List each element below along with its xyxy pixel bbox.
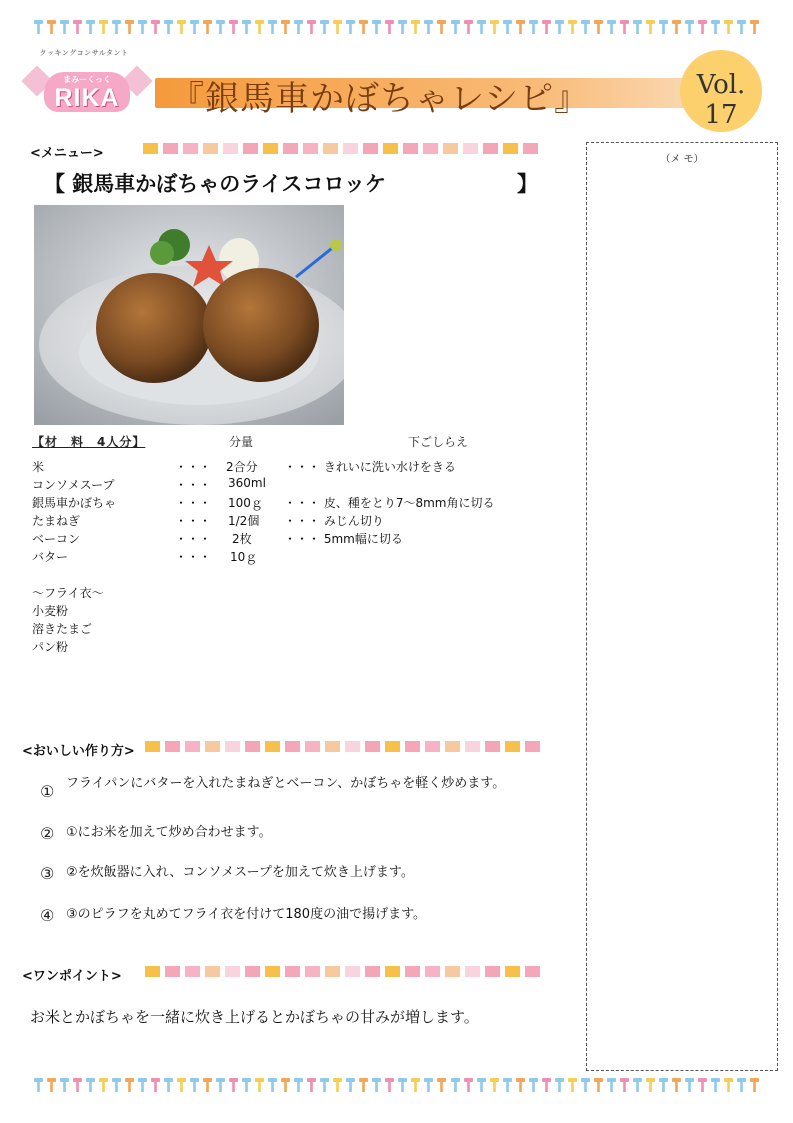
coating-header: ～フライ衣～ xyxy=(32,586,104,600)
decor-square xyxy=(485,966,500,977)
fork-icon xyxy=(151,20,160,36)
decor-square xyxy=(183,143,198,154)
decor-square xyxy=(245,741,260,752)
decor-square xyxy=(243,143,258,154)
decor-square xyxy=(325,741,340,752)
fork-icon xyxy=(490,20,499,36)
decor-square xyxy=(343,143,358,154)
coating-item: 小麦粉 xyxy=(32,604,69,618)
point-header: <ワンポイント> xyxy=(22,969,122,984)
decor-square xyxy=(145,966,160,977)
decor-square xyxy=(363,143,378,154)
decor-square xyxy=(205,741,220,752)
fork-icon xyxy=(307,20,316,36)
ingredient-name: コンソメスープ xyxy=(32,478,115,492)
fork-icon xyxy=(477,20,486,36)
fork-icon xyxy=(255,1078,264,1094)
ingredient-prep: ・・・ 5mm幅に切る xyxy=(284,532,403,546)
ingredient-qty: 2枚 xyxy=(232,532,252,546)
fork-icon xyxy=(555,1078,564,1094)
fork-icon xyxy=(646,20,655,36)
decor-square xyxy=(505,741,520,752)
fork-icon xyxy=(138,20,147,36)
decor-square xyxy=(225,741,240,752)
ingredient-name: 米 xyxy=(32,460,45,474)
decor-square xyxy=(225,966,240,977)
decor-square xyxy=(145,741,160,752)
ingredient-name: バター xyxy=(32,550,69,564)
decor-square xyxy=(423,143,438,154)
fork-icon xyxy=(190,1078,199,1094)
decor-square xyxy=(465,741,480,752)
fork-icon xyxy=(229,1078,238,1094)
fork-icon xyxy=(685,1078,694,1094)
fork-icon xyxy=(750,20,759,36)
top-fork-border xyxy=(34,20,759,36)
ingredient-qty: 10ｇ xyxy=(230,550,258,564)
fork-icon xyxy=(307,1078,316,1094)
fork-icon xyxy=(86,20,95,36)
ingredient-dots: ・・・ xyxy=(175,478,212,492)
fork-icon xyxy=(112,20,121,36)
fork-icon xyxy=(607,20,616,36)
fork-icon xyxy=(125,20,134,36)
fork-icon xyxy=(737,20,746,36)
decor-square xyxy=(245,966,260,977)
fork-icon xyxy=(177,20,186,36)
step-number: ① xyxy=(40,782,55,801)
logo-brand: RIKA xyxy=(54,84,120,112)
decor-square xyxy=(345,741,360,752)
fork-icon xyxy=(216,1078,225,1094)
decor-square xyxy=(205,966,220,977)
fork-icon xyxy=(516,20,525,36)
fork-icon xyxy=(424,1078,433,1094)
logo-mid-text: まみーくっく xyxy=(63,75,111,84)
decor-square xyxy=(483,143,498,154)
coating-item: 溶きたまご xyxy=(32,622,93,636)
fork-icon xyxy=(594,20,603,36)
fork-icon xyxy=(346,20,355,36)
decor-square xyxy=(523,143,538,154)
fork-icon xyxy=(320,20,329,36)
fork-icon xyxy=(398,1078,407,1094)
decor-square xyxy=(285,966,300,977)
ingredient-name: ベーコン xyxy=(32,532,81,546)
ingredient-dots: ・・・ xyxy=(175,460,212,474)
ingredient-prep: ・・・ きれいに洗い水けをきる xyxy=(284,460,456,474)
fork-icon xyxy=(203,20,212,36)
decor-square xyxy=(505,966,520,977)
ingredient-prep: ・・・ みじん切り xyxy=(284,514,384,528)
decor-square xyxy=(383,143,398,154)
fork-icon xyxy=(294,1078,303,1094)
decor-square xyxy=(143,143,158,154)
fork-icon xyxy=(737,1078,746,1094)
fork-icon xyxy=(711,20,720,36)
quantity-header: 分量 xyxy=(229,435,254,449)
fork-icon xyxy=(60,20,69,36)
ingredient-prep: ・・・ 皮、種をとり7～8mm角に切る xyxy=(284,496,495,510)
ingredient-name: たまねぎ xyxy=(32,514,81,528)
ingredient-dots: ・・・ xyxy=(175,496,212,510)
method-square-row xyxy=(145,741,540,752)
fork-icon xyxy=(750,1078,759,1094)
coating-item: パン粉 xyxy=(32,640,69,654)
fork-icon xyxy=(711,1078,720,1094)
decor-square xyxy=(503,143,518,154)
fork-icon xyxy=(333,20,342,36)
fork-icon xyxy=(542,20,551,36)
fork-icon xyxy=(268,1078,277,1094)
fork-icon xyxy=(60,1078,69,1094)
step-number: ② xyxy=(40,824,55,843)
fork-icon xyxy=(568,20,577,36)
decor-square xyxy=(203,143,218,154)
fork-icon xyxy=(581,1078,590,1094)
decor-square xyxy=(465,966,480,977)
fork-icon xyxy=(646,1078,655,1094)
fork-icon xyxy=(73,1078,82,1094)
fork-icon xyxy=(437,1078,446,1094)
ingredient-dots: ・・・ xyxy=(175,550,212,564)
decor-square xyxy=(385,741,400,752)
fork-icon xyxy=(47,1078,56,1094)
fork-icon xyxy=(516,1078,525,1094)
fork-icon xyxy=(464,1078,473,1094)
fork-icon xyxy=(594,1078,603,1094)
fork-icon xyxy=(216,20,225,36)
fork-icon xyxy=(281,20,290,36)
fork-icon xyxy=(190,20,199,36)
fork-icon xyxy=(724,1078,733,1094)
fork-icon xyxy=(359,1078,368,1094)
fork-icon xyxy=(34,1078,43,1094)
decor-square xyxy=(445,741,460,752)
memo-box[interactable] xyxy=(586,142,778,1071)
fork-icon xyxy=(359,20,368,36)
fork-icon xyxy=(620,20,629,36)
fork-icon xyxy=(242,20,251,36)
fork-icon xyxy=(281,1078,290,1094)
fork-icon xyxy=(125,1078,134,1094)
fork-icon xyxy=(99,1078,108,1094)
fork-icon xyxy=(229,20,238,36)
decor-square xyxy=(263,143,278,154)
fork-icon xyxy=(411,20,420,36)
bottom-fork-border xyxy=(34,1078,759,1094)
fork-icon xyxy=(607,1078,616,1094)
fork-icon xyxy=(86,1078,95,1094)
croquette-photo xyxy=(34,205,344,425)
decor-square xyxy=(425,741,440,752)
ingredient-qty: 2合分 xyxy=(226,460,258,474)
dish-title-close: 】 xyxy=(517,172,538,196)
decor-square xyxy=(165,966,180,977)
fork-icon xyxy=(294,20,303,36)
decor-square xyxy=(485,741,500,752)
fork-icon xyxy=(437,20,446,36)
decor-square xyxy=(463,143,478,154)
memo-label: （メ モ） xyxy=(660,154,704,165)
decor-square xyxy=(305,966,320,977)
fork-icon xyxy=(164,20,173,36)
step-text: ①にお米を加えて炒め合わせます。 xyxy=(66,825,272,840)
volume-label: Vol. 17 xyxy=(696,70,746,130)
fork-icon xyxy=(138,1078,147,1094)
fork-icon xyxy=(411,1078,420,1094)
fork-icon xyxy=(529,1078,538,1094)
fork-icon xyxy=(724,20,733,36)
fork-icon xyxy=(529,20,538,36)
prep-header: 下ごしらえ xyxy=(408,435,469,449)
fork-icon xyxy=(555,20,564,36)
step-text: ③のピラフを丸めてフライ衣を付けて180度の油で揚げます。 xyxy=(66,907,427,922)
decor-square xyxy=(443,143,458,154)
decor-square xyxy=(405,966,420,977)
point-square-row xyxy=(145,966,540,977)
fork-icon xyxy=(164,1078,173,1094)
step-text: フライパンにバターを入れたまねぎとベーコン、かぼちゃを軽く炒めます。 xyxy=(66,776,506,791)
point-text: お米とかぼちゃを一緒に炊き上げるとかぼちゃの甘みが増します。 xyxy=(30,1008,479,1026)
fork-icon xyxy=(47,20,56,36)
fork-icon xyxy=(242,1078,251,1094)
fork-icon xyxy=(490,1078,499,1094)
fork-icon xyxy=(503,1078,512,1094)
fork-icon xyxy=(464,20,473,36)
ingredient-qty: 1/2個 xyxy=(228,514,260,528)
ingredient-dots: ・・・ xyxy=(175,514,212,528)
fork-icon xyxy=(659,1078,668,1094)
decor-square xyxy=(445,966,460,977)
fork-icon xyxy=(99,20,108,36)
fork-icon xyxy=(542,1078,551,1094)
fork-icon xyxy=(333,1078,342,1094)
fork-icon xyxy=(698,1078,707,1094)
fork-icon xyxy=(34,20,43,36)
step-number: ③ xyxy=(40,864,55,883)
decor-square xyxy=(285,741,300,752)
decor-square xyxy=(323,143,338,154)
menu-header: <メニュー> xyxy=(30,146,104,161)
decor-square xyxy=(425,966,440,977)
fork-icon xyxy=(633,1078,642,1094)
fork-icon xyxy=(659,20,668,36)
decor-square xyxy=(325,966,340,977)
decor-square xyxy=(265,966,280,977)
decor-square xyxy=(265,741,280,752)
decor-square xyxy=(165,741,180,752)
decor-square xyxy=(365,741,380,752)
fork-icon xyxy=(451,20,460,36)
menu-square-row xyxy=(143,143,538,154)
fork-icon xyxy=(112,1078,121,1094)
fork-icon xyxy=(385,20,394,36)
decor-square xyxy=(403,143,418,154)
decor-square xyxy=(283,143,298,154)
decor-square xyxy=(185,741,200,752)
fork-icon xyxy=(320,1078,329,1094)
fork-icon xyxy=(581,20,590,36)
fork-icon xyxy=(203,1078,212,1094)
ingredient-qty: 100ｇ xyxy=(228,496,263,510)
decor-square xyxy=(525,966,540,977)
fork-icon xyxy=(685,20,694,36)
fork-icon xyxy=(620,1078,629,1094)
step-number: ④ xyxy=(40,906,55,925)
ingredient-dots: ・・・ xyxy=(175,532,212,546)
fork-icon xyxy=(177,1078,186,1094)
decor-square xyxy=(365,966,380,977)
fork-icon xyxy=(568,1078,577,1094)
decor-square xyxy=(163,143,178,154)
fork-icon xyxy=(151,1078,160,1094)
fork-icon xyxy=(672,1078,681,1094)
dish-title: 【 銀馬車かぼちゃのライスコロッケ xyxy=(44,172,387,196)
fork-icon xyxy=(73,20,82,36)
fork-icon xyxy=(451,1078,460,1094)
fork-icon xyxy=(372,20,381,36)
decor-square xyxy=(405,741,420,752)
ingredient-name: 銀馬車かぼちゃ xyxy=(32,496,117,510)
decor-square xyxy=(305,741,320,752)
decor-square xyxy=(385,966,400,977)
fork-icon xyxy=(398,20,407,36)
decor-square xyxy=(185,966,200,977)
fork-icon xyxy=(424,20,433,36)
method-header: <おいしい作り方> xyxy=(22,744,135,759)
decor-square xyxy=(223,143,238,154)
decor-square xyxy=(345,966,360,977)
fork-icon xyxy=(268,20,277,36)
step-text: ②を炊飯器に入れ、コンソメスープを加えて炊き上げます。 xyxy=(66,865,414,880)
ingredients-header: 【材 料 4人分】 xyxy=(32,435,146,449)
fork-icon xyxy=(698,20,707,36)
fork-icon xyxy=(503,20,512,36)
fork-icon xyxy=(255,20,264,36)
fork-icon xyxy=(385,1078,394,1094)
page-title: 『銀馬車かぼちゃレシピ』 xyxy=(170,79,590,119)
fork-icon xyxy=(372,1078,381,1094)
decor-square xyxy=(525,741,540,752)
fork-icon xyxy=(672,20,681,36)
fork-icon xyxy=(346,1078,355,1094)
fork-icon xyxy=(477,1078,486,1094)
logo-top-text: クッキングコンサルタント xyxy=(39,49,129,57)
ingredient-qty: 360ml xyxy=(228,476,266,490)
fork-icon xyxy=(633,20,642,36)
decor-square xyxy=(303,143,318,154)
